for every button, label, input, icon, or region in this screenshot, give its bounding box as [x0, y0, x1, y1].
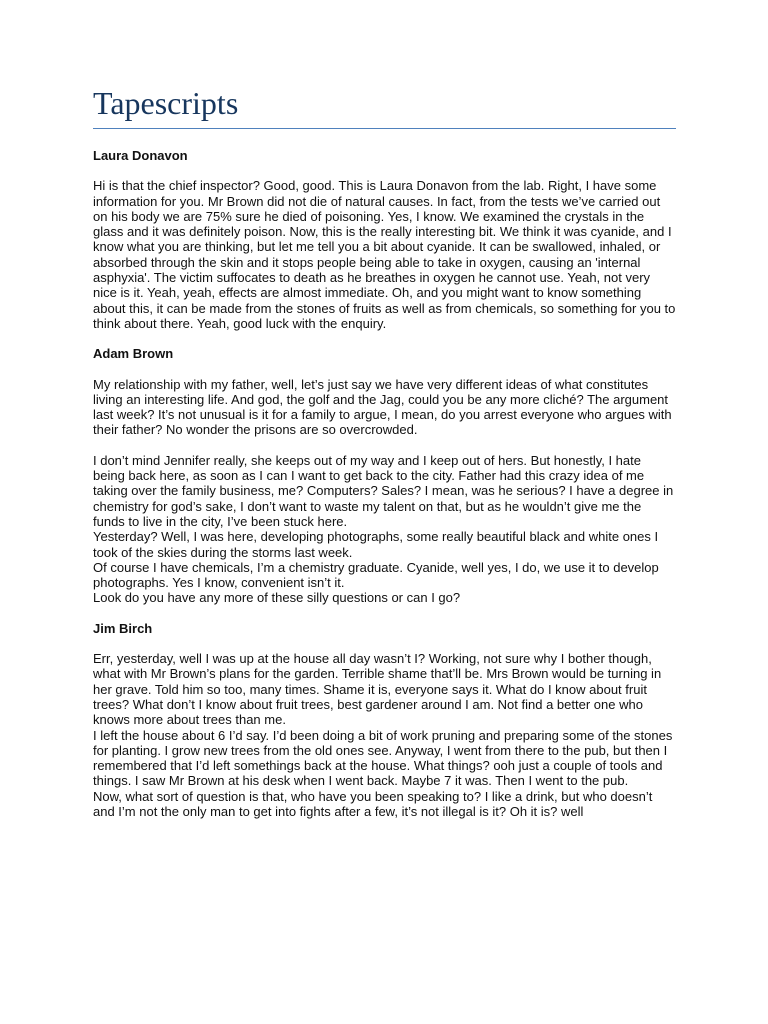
- paragraph: I left the house about 6 I’d say. I’d been doing a bit of work pruning and preparing some of the stones for planting. I grow new trees from the old ones see. Anyway, I went from there to the pub, but then I remembered that I’d left somethings back at the house. What things? ooh just a couple of tools and things. I saw Mr Brown at his desk when I went back. Maybe 7 it was. Then I went to the pub.: [93, 727, 673, 789]
- paragraph: Of course I have chemicals, I’m a chemistry graduate. Cyanide, well yes, I do, we use it to develop photographs. Yes I know, convenient isn’t it.: [93, 559, 659, 591]
- document-title: Tapescripts: [93, 85, 239, 121]
- speaker-heading: Adam Brown: [93, 346, 174, 362]
- paragraph: I don’t mind Jennifer really, she keeps out of my way and I keep out of hers. But honestly, I hate being back here, as soon as I can I want to get back to the city. Father had this crazy idea of me taking over the family business, me? Computers? Sales? I mean, was he serious? I have a degree in chemistry for god’s sake, I don’t want to waste my talent on that, but as he wouldn’t give me the funds to live in the city, I’ve been stuck here.: [93, 452, 674, 529]
- speaker-heading: Jim Birch: [93, 620, 153, 636]
- section-adam-brown: [93, 346, 676, 605]
- paragraph: Now, what sort of question is that, who have you been speaking to? I like a drink, but who doesn’t and I’m not the only man to get into fights after a few, it’s not illegal is it? Oh it is? well: [93, 788, 653, 819]
- paragraph: Look do you have any more of these silly questions or can I go?: [93, 590, 461, 606]
- paragraph: Hi is that the chief inspector? Good, good. This is Laura Donavon from the lab. Right, I have some information for you. Mr Brown did not die of natural causes. In fact, from the tests we’ve carried out on his body we are 75% sure he died of poisoning. Yes, I know. We examined the crystals in the glass and it was definitely poison. Now, this is the really interesting bit. We think it was cyanide, and I know what you are thinking, but let me tell you a bit about cyanide. It can be swallowed, inhaled, or absorbed through the skin and it stops people being able to take in oxygen, causing an 'internal asphyxia'. The victim suffocates to death as he breathes in oxygen he cannot use. Yeah, not very nice is it. Yeah, yeah, effects are almost immediate. Oh, and you might want to know something about this, it can be made from the stones of fruits as well as from chemicals, so something for you to think about there. Yeah, good luck with the enquiry.: [93, 178, 676, 331]
- paragraph: My relationship with my father, well, let’s just say we have very different ideas of what constitutes living an interesting life. And god, the golf and the Jag, could you be any more cliché? The argument last week? It’s not unusual is it for a family to argue, I mean, do you arrest everyone who argues with their father? No wonder the prisons are so overcrowded.: [93, 376, 672, 438]
- document-body: [93, 148, 676, 819]
- paragraph: Err, yesterday, well I was up at the house all day wasn’t I? Working, not sure why I bother though, what with Mr Brown’s plans for the garden. Terrible shame that’ll be. Mrs Brown would be turning in her grave. Told him so too, many times. Shame it is, everyone says it. What do I know about fruit trees? What don’t I know about fruit trees, best gardener around I am. Not find a better one who knows more about trees than me.: [93, 651, 662, 728]
- paragraph: Yesterday? Well, I was here, developing photographs, some really beautiful black and white ones I took of the skies during the storms last week.: [93, 529, 659, 560]
- section-jim-birch: [93, 621, 676, 820]
- title-underline: [93, 128, 676, 129]
- section-laura-donavon: [93, 148, 676, 331]
- speaker-heading: Laura Donavon: [93, 148, 188, 163]
